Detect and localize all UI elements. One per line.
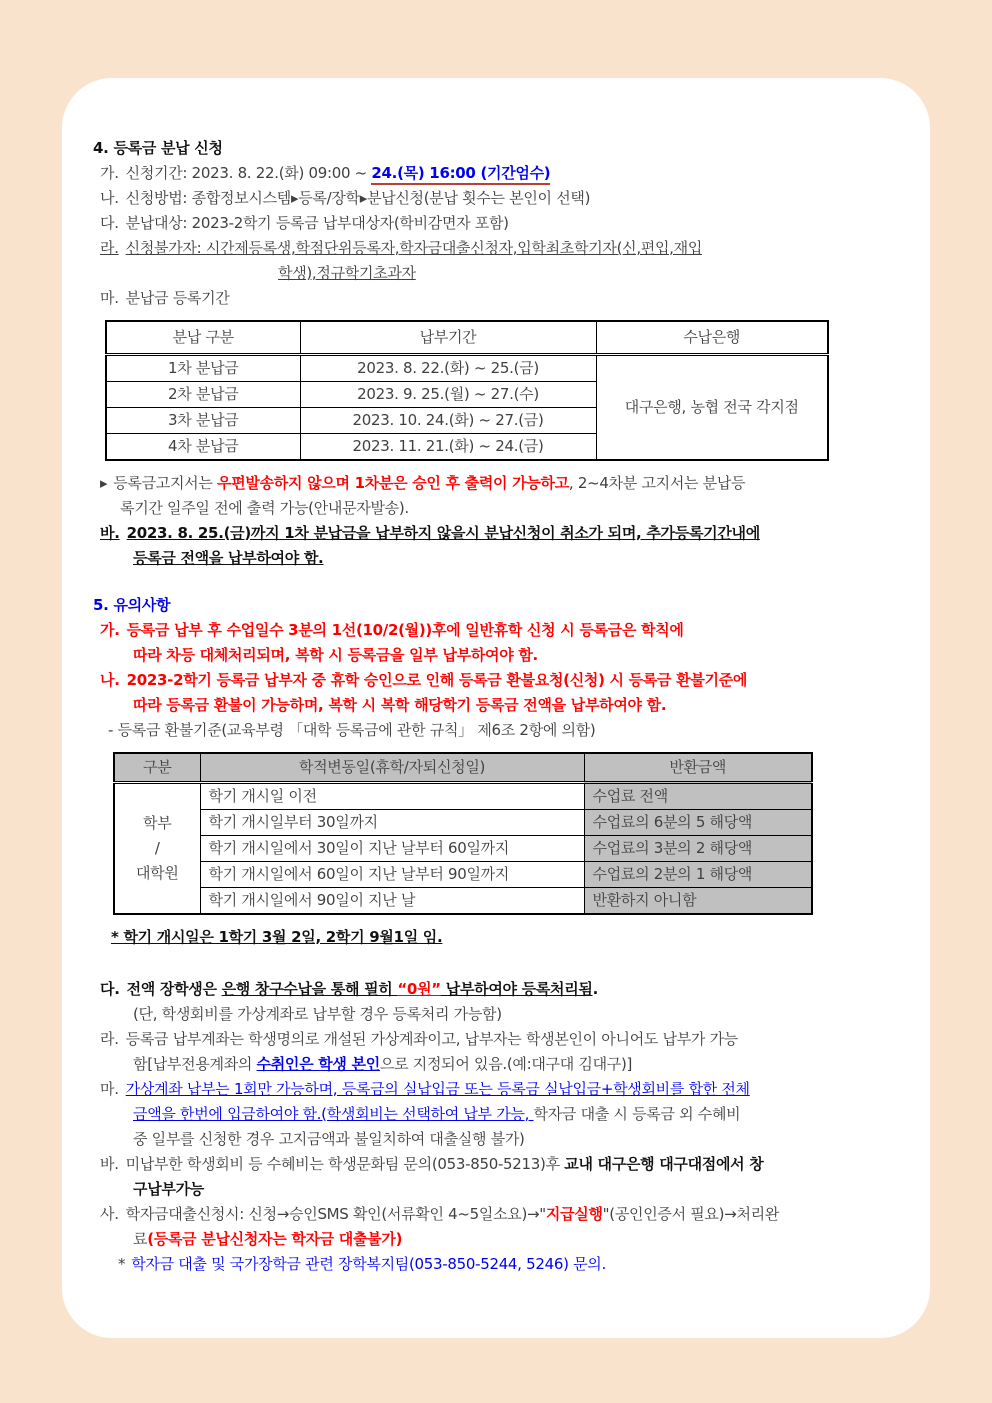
installment-target-text: 분납대상: 2023-2학기 등록금 납부대상자(학비감면자 포함) (125, 214, 509, 232)
table-row (106, 354, 828, 381)
table-header-row (106, 321, 828, 354)
section4-title: 4. 등록금 분납 신청 (93, 139, 223, 157)
virtual-account-line2-pre: 함[납부전용계좌의 (133, 1054, 257, 1073)
scholarship-post: . (592, 979, 598, 998)
bill-note-post: , 2~4차분 고지서는 분납등 (568, 473, 746, 492)
refund-amount-cell: 수업료의 2분의 1 해당액 (584, 861, 812, 887)
category-line: 학부 (143, 813, 172, 832)
item-label: 마. (100, 1079, 119, 1098)
loan-contact-text: 학자금 대출 및 국가장학금 관련 장학복지팀(053-850-5244, 5246) 문의. (131, 1254, 606, 1273)
table-row (114, 887, 812, 914)
semester-start-text: * 학기 개시일은 1학기 3월 2일, 2학기 9월1일 임. (111, 927, 443, 946)
item-label: 사. (100, 1204, 119, 1223)
sec5-item-da-line2 (93, 1002, 905, 1027)
loan-process-line2a: 료 (133, 1229, 148, 1248)
change-date-cell: 학기 개시일에서 60일이 지난 날부터 90일까지 (200, 861, 584, 887)
installment-name: 1차 분납금 (106, 354, 300, 381)
cancellation-warning-line1: 2023. 8. 25.(금)까지 1차 분납금을 납부하지 않을시 분납신청이 취소가 되며, 추가등록기간내에 (126, 523, 760, 542)
sec5-item-ga-line1 (93, 618, 905, 643)
installment-period: 2023. 9. 25.(월) ~ 27.(수) (300, 381, 596, 407)
item-label: 바. (100, 1154, 119, 1173)
installment-period-text: 분납금 등록기간 (125, 289, 230, 307)
sec4-item-ra-line1 (93, 236, 905, 261)
scholarship-sub-note: (단, 학생회비를 가상계좌로 납부할 경우 등록처리 가능함) (133, 1004, 502, 1023)
category-group-cell (114, 782, 200, 914)
sec5-item-na-line2 (93, 693, 905, 718)
change-date-cell: 학기 개시일에서 30일이 지난 날부터 60일까지 (200, 835, 584, 861)
item-label: 마. (100, 289, 119, 307)
installment-period: 2023. 10. 24.(화) ~ 27.(금) (300, 407, 596, 433)
refund-amount-cell: 수업료의 6분의 5 해당액 (584, 809, 812, 835)
table-header-row (114, 753, 812, 783)
asterisk-bullet: * (118, 1254, 126, 1273)
onetime-payment-gray2: 학자금 대출 시 등록금 외 수혜비 (533, 1104, 741, 1123)
category-line: 대학원 (135, 863, 179, 882)
sec4-bullet-note-line2 (93, 496, 905, 521)
table-row (114, 809, 812, 835)
col-header-refund-amount: 반환금액 (584, 753, 812, 783)
sec5-item-ba-line1 (93, 1152, 905, 1177)
ineligible-text-line2: 학생),정규학기초과자 (278, 264, 416, 282)
bank-cell: 대구은행, 농협 전국 각지점 (596, 354, 828, 460)
triangle-bullet-icon: ▸ (100, 473, 108, 492)
item-label: 다. (100, 979, 120, 998)
installment-name: 3차 분납금 (106, 407, 300, 433)
installment-name: 4차 분납금 (106, 433, 300, 460)
bill-note-pre: 등록금고지서는 (113, 473, 218, 492)
sec4-item-ma (93, 286, 905, 311)
refund-rule-line2: 따라 등록금 환불이 가능하며, 복학 시 복학 해당학기 등록금 전액을 납부하여야 함. (133, 695, 667, 714)
leave-rule-line2: 따라 차등 대체처리되며, 복학 시 등록금을 일부 납부하여야 함. (133, 645, 538, 664)
loan-contact-note (93, 1252, 905, 1277)
sec5-item-ga-line2 (93, 643, 905, 668)
refund-standard-note (93, 718, 905, 743)
item-label: 라. (100, 1029, 119, 1048)
item-label: 나. (100, 189, 119, 207)
sec4-item-na (93, 186, 905, 211)
item-label: 바. (100, 523, 120, 542)
bank-branch-bold1: 교내 대구은행 대구대점에서 창 (564, 1154, 764, 1173)
change-date-cell: 학기 개시일에서 90일이 지난 날 (200, 887, 584, 914)
loan-process-pre: 학자금대출신청시: 신청→승인SMS 확인(서류확인 4~5일소요)→" (125, 1204, 546, 1223)
scholarship-underline2: 납부하여야 등록처리됨 (440, 979, 593, 998)
document-sheet (62, 78, 930, 1338)
sec4-bullet-note-line1 (93, 471, 905, 496)
refund-standard-text: - 등록금 환불기준(교육부령 「대학 등록금에 관한 규칙」 제6조 2항에 의함) (108, 720, 596, 739)
sec5-item-sa-line1 (93, 1202, 905, 1227)
sec5-item-sa-line2 (93, 1227, 905, 1252)
category-line: / (154, 838, 160, 857)
col-header-period: 납부기간 (300, 321, 596, 354)
installment-name: 2차 분납금 (106, 381, 300, 407)
section5-title: 5. 유의사항 (93, 595, 171, 614)
refund-amount-cell: 수업료의 3분의 2 해당액 (584, 835, 812, 861)
col-header-change-date: 학적변동일(휴학/자퇴신청일) (200, 753, 584, 783)
table-row (114, 861, 812, 887)
change-date-cell: 학기 개시일부터 30일까지 (200, 809, 584, 835)
sec5-item-ma-line2 (93, 1102, 905, 1127)
document-content (93, 136, 905, 1277)
leave-rule-line1: 등록금 납부 후 수업일수 3분의 1선(10/2(월))후에 일반휴학 신청 시 등록금은 학칙에 (126, 620, 684, 639)
cancellation-warning-line2: 등록금 전액을 납부하여야 함. (133, 548, 324, 567)
ineligible-text-line1: 신청불가자: 시간제등록생,학점단위등록자,학자금대출신청자,입학최초학기자(신,편입,재입 (125, 239, 703, 257)
refund-amount-cell: 수업료 전액 (584, 782, 812, 809)
sec5-item-ra-line2 (93, 1052, 905, 1077)
onetime-payment-line3: 중 일부를 신청한 경우 고지금액과 불일치하여 대출실행 불가) (133, 1129, 525, 1148)
scholarship-pre: 전액 장학생은 (126, 979, 222, 998)
sec5-item-ba-line2 (93, 1177, 905, 1202)
onetime-payment-blue1: 가상계좌 납부는 1회만 가능하며, 등록금의 실납입금 또는 등록금 실납입금+학생회비를 합한 전체 (125, 1079, 750, 1098)
virtual-account-line2-post: 으로 지정되어 있음.(예:대구대 김대구)] (379, 1054, 633, 1073)
bank-branch-bold2: 구납부가능 (133, 1179, 204, 1198)
sec4-item-da (93, 211, 905, 236)
col-header-bank: 수납은행 (596, 321, 828, 354)
refund-rule-line1: 2023-2학기 등록금 납부자 중 휴학 승인으로 인해 등록금 환불요청(신청) 시 등록금 환불기준에 (126, 670, 748, 689)
col-header-division: 분납 구분 (106, 321, 300, 354)
sec5-item-ma-line1 (93, 1077, 905, 1102)
onetime-payment-blue2: 금액을 한번에 입금하여야 함.(학생회비는 선택하여 납부 가능, (133, 1104, 534, 1123)
sec5-item-na-line1 (93, 668, 905, 693)
item-label: 가. (100, 164, 119, 182)
student-fee-pre: 미납부한 학생회비 등 수혜비는 학생문화팀 문의(053-850-5213)후 (125, 1154, 565, 1173)
semester-start-note (93, 925, 905, 950)
application-method-text: 신청방법: 종합정보시스템▸등록/장학▸분납신청(분납 횟수는 본인이 선택) (125, 189, 591, 207)
sec5-item-ma-line3 (93, 1127, 905, 1152)
payee-highlight: 수취인은 학생 본인 (256, 1054, 380, 1073)
sec4-item-ba-line2 (93, 546, 905, 571)
loan-process-mid: "(공인인증서 필요)→처리완 (602, 1204, 780, 1223)
sec4-item-ba-line1 (93, 521, 905, 546)
col-header-category: 구분 (114, 753, 200, 783)
application-period-text: 신청기간: 2023. 8. 22.(화) 09:00 ~ (125, 164, 372, 182)
item-label: 가. (100, 620, 120, 639)
sec5-item-ra-line1 (93, 1027, 905, 1052)
zero-won-highlight: “0원” (397, 979, 441, 998)
scholarship-underline1: 은행 창구수납을 통해 필히 (221, 979, 398, 998)
sec5-item-da-line1 (93, 977, 905, 1002)
sec4-item-ra-line2 (93, 261, 905, 286)
sec4-item-ga (93, 161, 905, 186)
table-row (114, 782, 812, 809)
item-label: 라. (100, 239, 119, 257)
virtual-account-line1: 등록금 납부계좌는 학생명의로 개설된 가상계좌이고, 납부자는 학생본인이 아니어도 납부가 가능 (125, 1029, 738, 1048)
deadline-highlight: 24.(목) 16:00 (기간엄수) (371, 164, 550, 185)
refund-amount-cell: 반환하지 아니함 (584, 887, 812, 914)
bill-note-red: 우편발송하지 않으며 1차분은 승인 후 출력이 가능하고 (217, 473, 569, 492)
item-label: 다. (100, 214, 119, 232)
installment-period: 2023. 11. 21.(화) ~ 24.(금) (300, 433, 596, 460)
bill-note-line2: 록기간 일주일 전에 출력 가능(안내문자발송). (120, 498, 409, 517)
loan-restriction-highlight: (등록금 분납신청자는 학자금 대출불가) (147, 1229, 403, 1248)
change-date-cell: 학기 개시일 이전 (200, 782, 584, 809)
installment-schedule-table (105, 320, 829, 461)
item-label: 나. (100, 670, 120, 689)
refund-standard-table (113, 752, 813, 915)
table-row (114, 835, 812, 861)
installment-period: 2023. 8. 22.(화) ~ 25.(금) (300, 354, 596, 381)
loan-execute-highlight: 지급실행 (545, 1204, 603, 1223)
